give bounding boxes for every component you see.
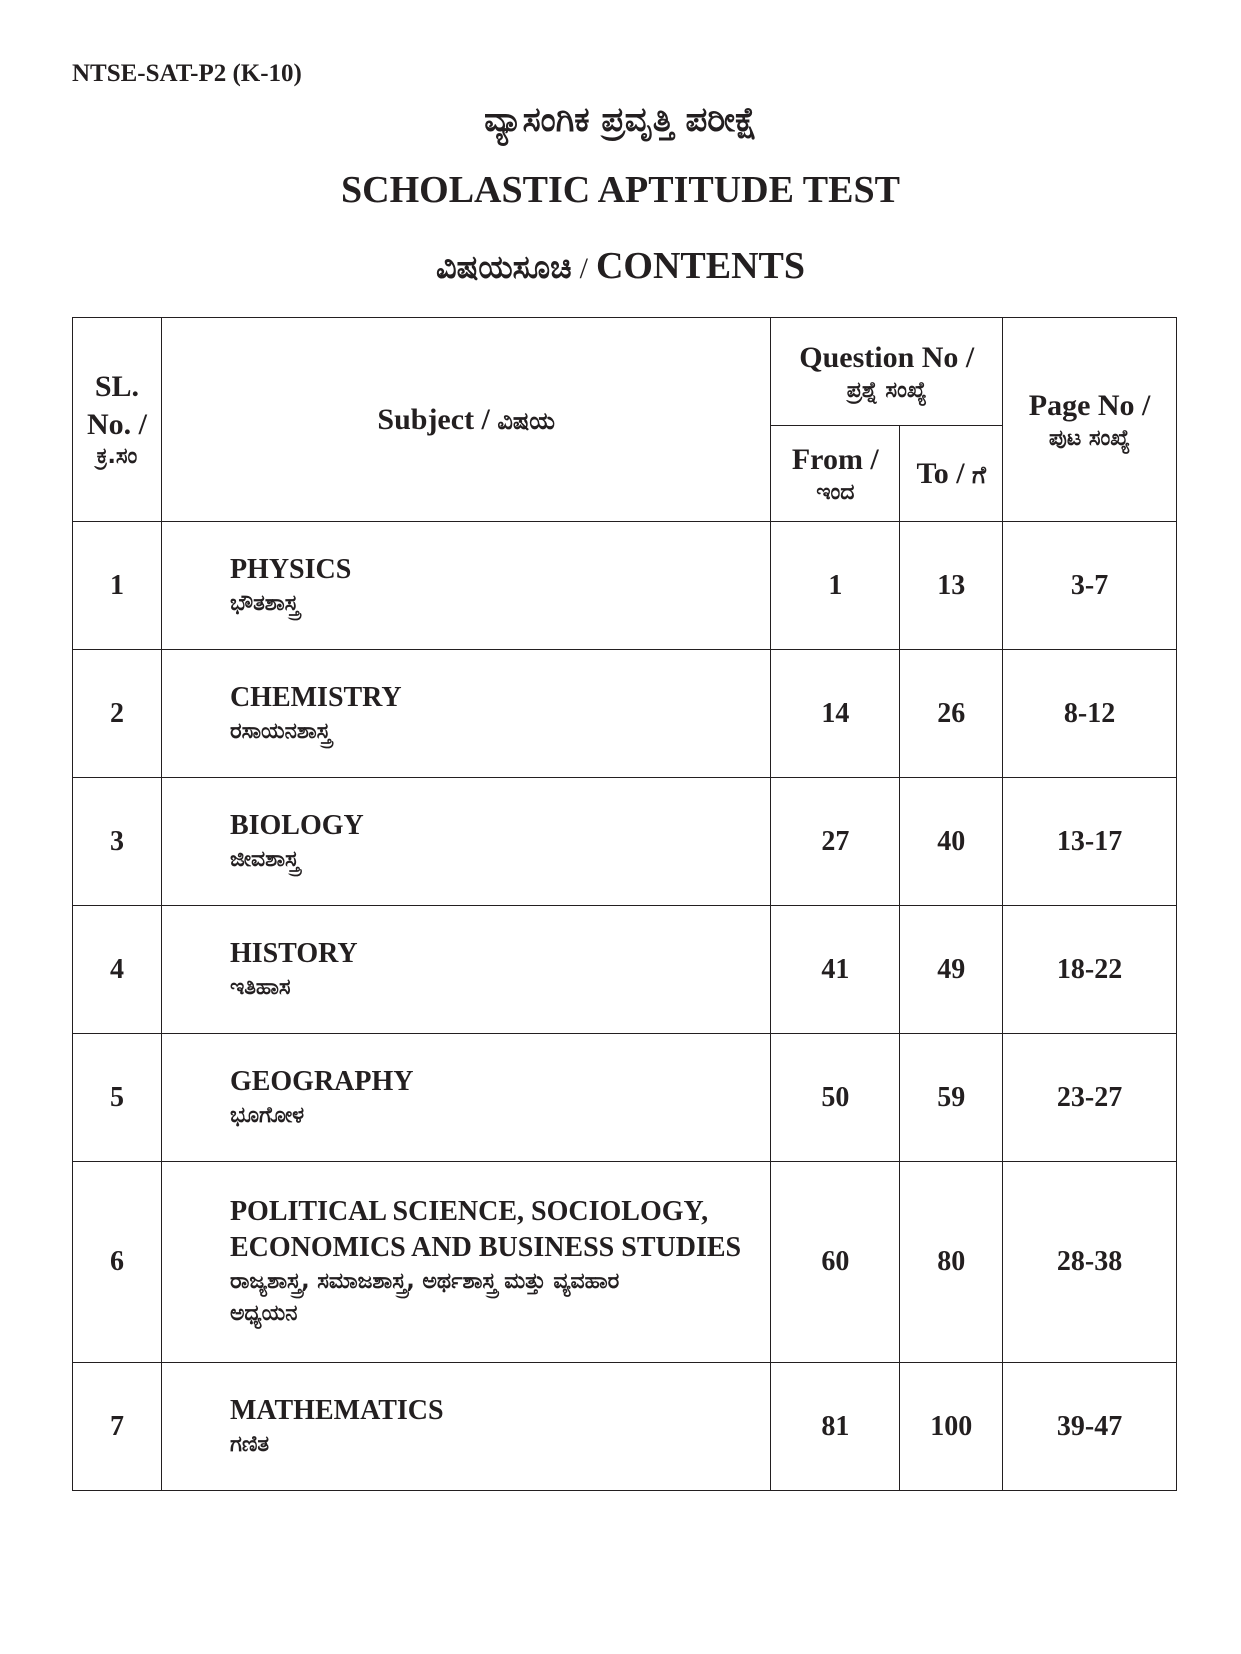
subject-en: CHEMISTRY xyxy=(229,681,402,713)
cell-pages: 28-38 xyxy=(1003,1162,1177,1363)
table-row xyxy=(73,1034,1177,1162)
table-row xyxy=(73,778,1177,906)
cell-to: 49 xyxy=(900,906,1003,1034)
cell-subject xyxy=(161,778,770,906)
header-question-kn: ಪ್ರಶ್ನೆ ಸಂಖ್ಯೆ xyxy=(846,377,927,403)
header-from-en: From / xyxy=(791,443,879,476)
table-row xyxy=(73,522,1177,650)
cell-sl: 1 xyxy=(73,522,162,650)
cell-from: 1 xyxy=(771,522,900,650)
cell-from: 41 xyxy=(771,906,900,1034)
header-subject-en: Subject / xyxy=(377,402,490,436)
header-from xyxy=(771,426,900,522)
cell-sl: 5 xyxy=(73,1034,162,1162)
subject-en: PHYSICS xyxy=(229,553,352,585)
cell-pages: 3-7 xyxy=(1003,522,1177,650)
subject-kn: ಭೌತಶಾಸ್ತ್ರ xyxy=(229,590,299,616)
paper-code: NTSE-SAT-P2 (K-10) xyxy=(72,60,302,87)
subject-en: MATHEMATICS xyxy=(229,1394,444,1426)
header-question-en: Question No / xyxy=(799,341,975,374)
title-english: SCHOLASTIC APTITUDE TEST xyxy=(341,169,900,211)
cell-pages: 8-12 xyxy=(1003,650,1177,778)
cell-pages: 13-17 xyxy=(1003,778,1177,906)
header-sl-en: SL. No. / xyxy=(86,370,147,441)
cell-from: 60 xyxy=(771,1162,900,1363)
cell-to: 26 xyxy=(900,650,1003,778)
contents-separator: / xyxy=(579,252,588,285)
contents-heading xyxy=(0,244,1241,288)
contents-kannada: ವಿಷಯಸೂಚಿ xyxy=(436,248,572,286)
header-page-en: Page No / xyxy=(1028,389,1151,422)
subject-en: BIOLOGY xyxy=(229,809,364,841)
header-to-en: To / xyxy=(916,456,965,490)
header-page-no xyxy=(1003,318,1177,522)
table-row xyxy=(73,1162,1177,1363)
cell-subject xyxy=(161,1034,770,1162)
table-row xyxy=(73,650,1177,778)
title-kannada: ವ್ಯಾಸಂಗಿಕ ಪ್ರವೃತ್ತಿ ಪರೀಕ್ಷೆ xyxy=(484,100,757,140)
subject-kn: ಜೀವಶಾಸ್ತ್ರ xyxy=(229,846,300,872)
cell-subject xyxy=(161,1162,770,1363)
header-page-kn: ಪುಟ ಸಂಖ್ಯೆ xyxy=(1048,425,1131,451)
cell-sl: 3 xyxy=(73,778,162,906)
subject-en: POLITICAL SCIENCE, SOCIOLOGY, ECONOMICS AND BUSINESS STUDIES xyxy=(229,1196,742,1263)
header-subject xyxy=(161,318,770,522)
cell-subject xyxy=(161,1363,770,1491)
cell-subject xyxy=(161,906,770,1034)
cell-from: 50 xyxy=(771,1034,900,1162)
header-subject-kn: ವಿಷಯ xyxy=(497,406,555,435)
subject-kn: ಗಣಿತ xyxy=(229,1431,270,1457)
cell-from: 14 xyxy=(771,650,900,778)
table-row xyxy=(73,1363,1177,1491)
cell-to: 80 xyxy=(900,1162,1003,1363)
table-row xyxy=(73,906,1177,1034)
cell-to: 40 xyxy=(900,778,1003,906)
subject-en: GEOGRAPHY xyxy=(229,1065,414,1097)
cell-sl: 2 xyxy=(73,650,162,778)
subject-en: HISTORY xyxy=(229,937,358,969)
cell-sl: 7 xyxy=(73,1363,162,1491)
cell-to: 59 xyxy=(900,1034,1003,1162)
header-sl-kn: ಕ್ರ.ಸಂ xyxy=(96,444,138,470)
cell-from: 27 xyxy=(771,778,900,906)
cell-subject xyxy=(161,650,770,778)
contents-english: CONTENTS xyxy=(595,245,805,287)
cell-from: 81 xyxy=(771,1363,900,1491)
subject-kn: ಇತಿಹಾಸ xyxy=(229,974,291,1000)
cell-pages: 39-47 xyxy=(1003,1363,1177,1491)
header-to xyxy=(900,426,1003,522)
subject-kn: ರಾಜ್ಯಶಾಸ್ತ್ರ, ಸಮಾಜಶಾಸ್ತ್ರ, ಅರ್ಥಶಾಸ್ತ್ರ ಮತ್ತು ವ್ಯವಹಾರ ಅಧ್ಯಯನ xyxy=(229,1269,620,1326)
subject-kn: ರಸಾಯನಶಾಸ್ತ್ರ xyxy=(229,718,331,744)
cell-sl: 6 xyxy=(73,1162,162,1363)
subject-kn: ಭೂಗೋಳ xyxy=(229,1102,305,1128)
header-question-no xyxy=(771,318,1003,426)
header-to-kn: ಗೆ xyxy=(972,460,986,489)
cell-to: 100 xyxy=(900,1363,1003,1491)
cell-to: 13 xyxy=(900,522,1003,650)
cell-sl: 4 xyxy=(73,906,162,1034)
cell-pages: 18-22 xyxy=(1003,906,1177,1034)
cell-subject xyxy=(161,522,770,650)
contents-table xyxy=(72,317,1177,1491)
header-from-kn: ಇಂದ xyxy=(816,479,855,505)
header-sl-no xyxy=(73,318,162,522)
cell-pages: 23-27 xyxy=(1003,1034,1177,1162)
